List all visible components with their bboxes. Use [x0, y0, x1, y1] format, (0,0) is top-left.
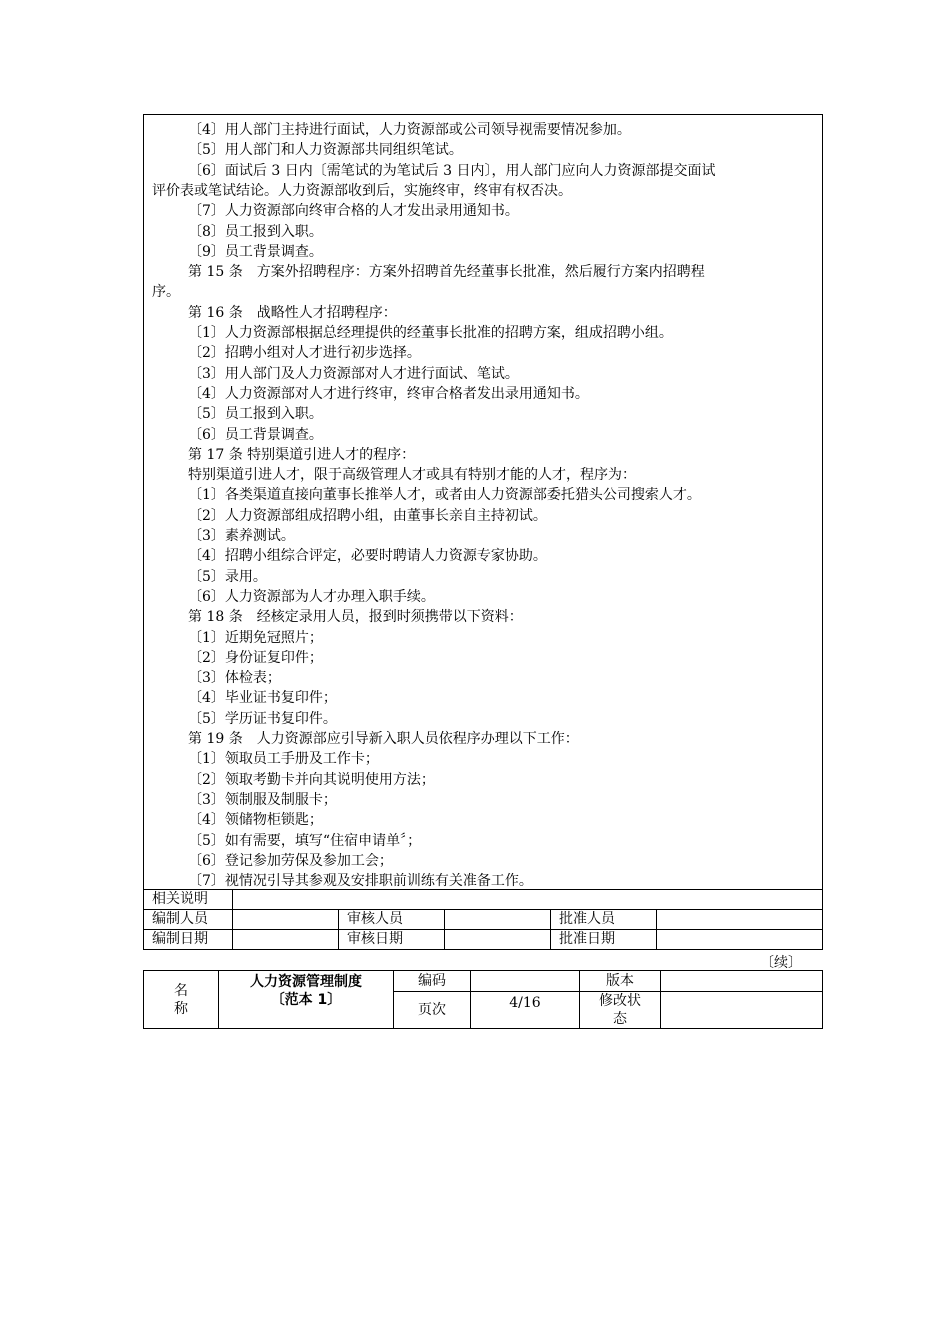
body-line: 特别渠道引进人才，限于高级管理人才或具有特别才能的人才，程序为：	[188, 467, 636, 484]
related-row	[144, 890, 823, 910]
name-label-cell	[144, 971, 219, 1029]
body-line: 〔4〕毕业证书复印件；	[188, 690, 337, 707]
document-subtitle: 〔范本 1〕	[270, 992, 342, 1008]
body-line: 〔7〕视情况引导其参观及安排职前训练有关准备工作。	[188, 873, 533, 890]
code-label: 编码	[394, 971, 471, 992]
body-line: 第 18 条 经核定录用人员，报到时须携带以下资料：	[188, 609, 523, 626]
continued-mark: 〔续〕	[760, 955, 802, 971]
revision-value	[661, 992, 823, 1029]
compiler-value	[233, 910, 339, 930]
document-body	[143, 114, 823, 890]
approver-label: 批准人员	[551, 910, 657, 930]
related-label: 相关说明	[144, 890, 233, 910]
body-line: 〔6〕登记参加劳保及参加工会；	[188, 852, 393, 869]
body-line: 〔5〕用人部门和人力资源部共同组织笔试。	[188, 142, 463, 159]
approve-date-value	[657, 930, 823, 950]
body-line: 〔5〕录用。	[188, 568, 267, 585]
compiler-label: 编制人员	[144, 910, 233, 930]
body-line: 第 19 条 人力资源部应引导新入职人员依程序办理以下工作：	[188, 731, 579, 747]
body-line: 〔2〕人力资源部组成招聘小组，由董事长亲自主持初试。	[188, 507, 547, 524]
body-line: 〔3〕体检表；	[188, 670, 281, 687]
revision-label-1: 修改状	[599, 993, 641, 1009]
date-row	[144, 930, 823, 950]
body-line: 〔4〕领储物柜锁匙；	[188, 812, 323, 829]
body-line: 〔3〕用人部门及人力资源部对人才进行面试、笔试。	[188, 365, 519, 382]
body-line: 第 15 条 方案外招聘程序：方案外招聘首先经董事长批准，然后履行方案内招聘程	[188, 264, 705, 281]
body-line: 〔5〕如有需要，填写“住宿申请单〞；	[188, 832, 422, 849]
body-line: 第 17 条 特别渠道引进人才的程序：	[188, 446, 416, 463]
signer-row	[144, 910, 823, 930]
body-line: 〔1〕近期免冠照片；	[188, 629, 323, 646]
code-value	[471, 971, 580, 992]
body-line: 〔5〕学历证书复印件。	[188, 710, 337, 727]
body-line: 〔8〕员工报到入职。	[188, 223, 323, 240]
body-line: 〔2〕领取考勤卡并向其说明使用方法；	[188, 771, 435, 788]
body-line: 〔2〕身份证复印件；	[188, 649, 323, 666]
body-line: 〔7〕人力资源部向终审合格的人才发出录用通知书。	[188, 203, 519, 220]
footer-table	[143, 970, 823, 1029]
revision-label-cell	[580, 992, 661, 1029]
name-label-1: 名	[174, 982, 188, 999]
body-line: 〔5〕员工报到入职。	[188, 406, 323, 423]
body-line: 〔9〕员工背景调查。	[188, 243, 323, 260]
body-line: 〔4〕用人部门主持进行面试，人力资源部或公司领导视需要情况参加。	[188, 122, 631, 138]
revision-label-2: 态	[613, 1011, 627, 1027]
version-value	[661, 971, 823, 992]
body-line: 〔6〕面试后 3 日内〔需笔试的为笔试后 3 日内〕，用人部门应向人力资源部提交面试	[188, 162, 716, 179]
page-label: 页次	[394, 992, 471, 1029]
document-title: 人力资源管理制度	[250, 974, 362, 990]
title-cell	[219, 971, 394, 1029]
body-line: 〔1〕领取员工手册及工作卡；	[188, 751, 379, 768]
version-label: 版本	[580, 971, 661, 992]
compile-date-label: 编制日期	[144, 930, 233, 950]
body-line: 〔3〕领制服及制服卡；	[188, 791, 337, 808]
approver-value	[657, 910, 823, 930]
signoff-table	[143, 889, 823, 950]
body-line: 第 16 条 战略性人才招聘程序：	[188, 304, 397, 321]
compile-date-value	[233, 930, 339, 950]
body-line: 评价表或笔试结论。人力资源部收到后，实施终审，终审有权否决。	[152, 182, 572, 199]
page-value: 4/16	[471, 992, 580, 1029]
body-line: 〔1〕各类渠道直接向董事长推举人才，或者由人力资源部委托猎头公司搜索人才。	[188, 487, 701, 504]
approve-date-label: 批准日期	[551, 930, 657, 950]
body-line: 〔1〕人力资源部根据总经理提供的经董事长批准的招聘方案，组成招聘小组。	[188, 325, 673, 341]
body-line: 序。	[152, 284, 180, 301]
body-line: 〔2〕招聘小组对人才进行初步选择。	[188, 345, 421, 362]
body-line: 〔4〕人力资源部对人才进行终审，终审合格者发出录用通知书。	[188, 385, 589, 402]
review-date-label: 审核日期	[339, 930, 445, 950]
body-line: 〔6〕员工背景调查。	[188, 426, 323, 443]
body-line: 〔3〕素养测试。	[188, 528, 295, 544]
body-line: 〔4〕招聘小组综合评定，必要时聘请人力资源专家协助。	[188, 548, 547, 565]
body-line: 〔6〕人力资源部为人才办理入职手续。	[188, 588, 435, 605]
name-label-2: 称	[174, 1000, 188, 1017]
related-value	[233, 890, 823, 910]
reviewer-label: 审核人员	[339, 910, 445, 930]
review-date-value	[445, 930, 551, 950]
reviewer-value	[445, 910, 551, 930]
